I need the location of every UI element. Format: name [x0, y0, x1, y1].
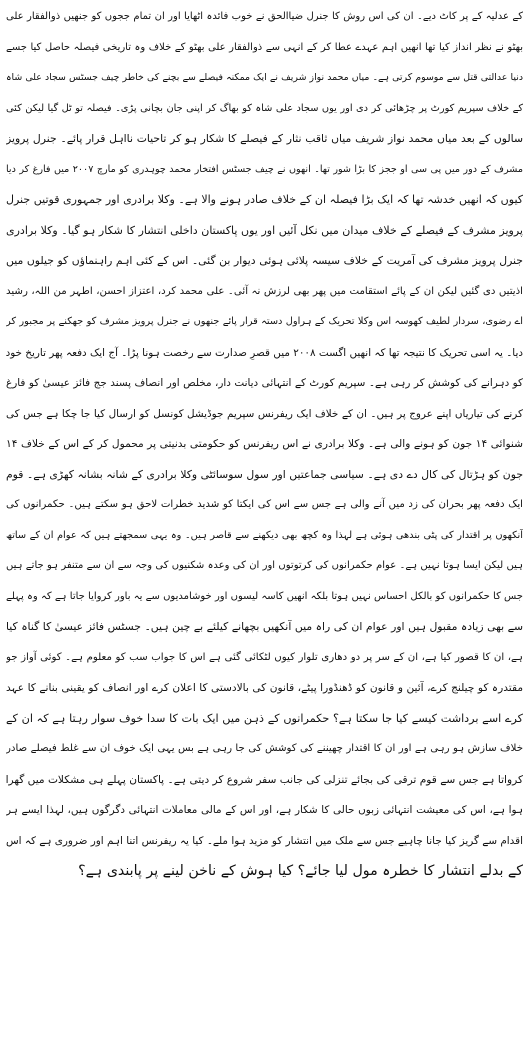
text-line: سالوں کے بعد میاں محمد نواز شریف میاں ثاقب نثار کے فیصلے کا شکار ہو کر تاحیات نااہل قرار پائے۔ جنرل پرویز [6, 132, 523, 145]
text-line: ہوا ہے، اس کی معیشت انتہائی زبوں حالی کا شکار ہے، اور اس کے مالی معاملات انتہائی دگرگوں ہیں، لہذا ایسے ہر [6, 804, 523, 816]
text-line: کرنے کی تیاریاں اپنے عروج پر ہیں۔ ان کے خلاف ایک ریفرنس سپریم جوڈیشل کونسل کو ارسال کیا جا چکا ہے جس کی [6, 407, 523, 420]
text-line: خلاف سازش ہو رہی ہے اور ان کا اقتدار چھیننے کی کوشش کی جا رہی ہے بس یہی ایک خوف ان سے غلط فیصلے صادر [6, 743, 523, 754]
text-line: پرویز مشرف کے فیصلے کے خلاف میدان میں نکل آئیں اور یوں پاکستان داخلی انتشار کا شکار ہو گیا۔ وکلا برادری [6, 223, 523, 237]
text-line: جس کا حکمرانوں کو بالکل احساس نہیں ہوتا بلکہ انھیں کاسہ لیسوں اور خوشامدیوں سے یہ باور کروایا جاتا ہے کہ وہ پہلے [6, 590, 523, 602]
text-line: دیا۔ یہ اسی تحریک کا نتیجہ تھا کہ انھیں اگست ۲۰۰۸ میں قصرِ صدارت سے رخصت ہونا پڑا۔ آج ایک دفعہ پھر تاریخ خود [6, 346, 523, 359]
text-line: مقتدرہ کو چیلنج کرے، آئین و قانون کو ڈھنڈورا پیٹے، قانون کی بالادستی کا اعلان کرے اور انصاف کو یقینی بنانے کا عہد [6, 682, 523, 694]
text-line: کے خلاف سپریم کورٹ پر چڑھائی کر دی اور یوں سجاد علی شاہ کو بھاگ کر اپنی جان بچانی پڑی۔ فیصلہ تو ٹل گیا لیکن کئی [6, 102, 523, 114]
text-line: دنیا عدالتی قتل سے موسوم کرتی ہے۔ میاں محمد نواز شریف نے ایک ممکنہ فیصلے سے بچنے کی خاطر چیف جسٹس سجاد علی شاہ [6, 72, 523, 83]
text-line-final: کے بدلے انتشار کا خطرہ مول لیا جائے؟ کیا ہوش کے ناخن لینے پر پابندی ہے؟ [78, 863, 523, 879]
text-line: جون کو ہڑتال کی کال دے دی ہے۔ سیاسی جماعتیں اور سول سوسائٹی وکلا برادری کے شانہ بشانہ کھڑی ہے۔ قوم [6, 467, 523, 481]
text-line: بھٹو نے نظر انداز کیا تھا انھیں اہم عہدے عطا کر کے انہی سے ذوالفقار علی بھٹو کے خلاف وہ تاریخی فیصلہ حاصل کیا جسے [6, 41, 523, 53]
text-line: اقدام سے گریز کیا جانا چاہیے جس سے ملک میں انتشار کو مزید ہوا ملے۔ کیا یہ ریفرنس اتنا اہم اور ضروری ہے کہ اس [6, 834, 523, 847]
text-line: کے عدلیہ کے پر کاٹ دیے۔ ان کی اس روش کا جنرل ضیاالحق نے خوب فائدہ اٹھایا اور ان تمام ججوں کو جنھیں ذوالفقار علی [6, 11, 523, 22]
text-line: ہے، ان کا قصور کیا ہے، ان کے سر پر دو دھاری تلوار کیوں لٹکائی گئی ہے اس کا جواب سب کو معلوم ہے۔ کوئی آواز جو [6, 651, 523, 663]
text-line: آنکھوں پر اقتدار کی پٹی بندھی ہوئی ہے لہذا وہ کچھ بھی دیکھنے سے قاصر ہیں۔ وہ یہی سمجھتے ہیں کہ عوام ان کے ساتھ [6, 529, 523, 541]
text-line: جنرل پرویز مشرف کی آمریت کے خلاف سیسہ پلائی ہوئی دیوار بن گئی۔ اس کے کئی اہم راہنماؤں کو جیلوں میں [6, 254, 523, 267]
text-line: کرے اسے برداشت کیسے کیا جا سکتا ہے؟ حکمرانوں کے ذہن میں ایک بات کا سدا خوف سوار رہتا ہے کہ ان کے [6, 711, 523, 725]
text-line: کیوں کہ انھیں خدشہ تھا کہ ایک بڑا فیصلہ ان کے خلاف صادر ہونے والا ہے۔ وکلا برادری اور جمہوری قوتیں جنرل [6, 193, 523, 206]
text-line: اذیتیں دی گئیں لیکن ان کے پائے استقامت میں پھر بھی لرزش نہ آئی۔ علی محمد کرد، اعتزاز احسن، اطہر من اللہ، رشید [6, 285, 523, 297]
text-line: کرواتا ہے جس سے قوم ترقی کی بجائے تنزلی کی جانب سفر شروع کر دیتی ہے۔ پاکستان پہلے ہی مشکلات میں گھرا [6, 773, 523, 786]
text-line: ایک دفعہ پھر بحران کی زد میں آنے والی ہے جس سے اس کی ایکتا کو شدید خطرات لاحق ہو سکتے ہیں۔ حکمرانوں کی [6, 499, 523, 510]
text-line: سے بھی زیادہ مقبول ہیں اور عوام ان کی راہ میں آنکھیں بچھانے کیلئے بے چین ہیں۔ جسٹس فائز عیسیٰ کا گناہ کیا [6, 620, 523, 633]
text-line: کو دہرانے کی کوشش کر رہی ہے۔ سپریم کورٹ کے انتہائی دیانت دار، مخلص اور انصاف پسند جج فائز عیسیٰ کو فارغ [6, 377, 523, 389]
text-line: ہیں لیکن ایسا ہوتا نہیں ہے۔ عوام حکمرانوں کی کرتوتوں اور ان کی وعدہ شکنیوں کی وجہ سے ان سے متنفر ہو جاتے ہیں [6, 560, 523, 571]
text-line: شنوائی ۱۴ جون کو ہونے والی ہے۔ وکلا برادری نے اس ریفرنس کو حکومتی بدنیتی پر محمول کر کے اس کے خلاف ۱۴ [6, 438, 523, 450]
text-line: اے رضوی، سردار لطیف کھوسہ اس وکلا تحریک کے ہراول دستہ قرار پائے جنھوں نے جنرل پرویز مشرف کو جھکنے پر مجبور کر [6, 316, 523, 327]
text-line: مشرف کے دور میں پی سی او ججز کا بڑا شور تھا۔ انھوں نے چیف جسٹس افتخار محمد چوہدری کو مارچ ۲۰۰۷ میں فارغ کر دیا [6, 163, 523, 175]
urdu-article-body [6, 2, 523, 887]
